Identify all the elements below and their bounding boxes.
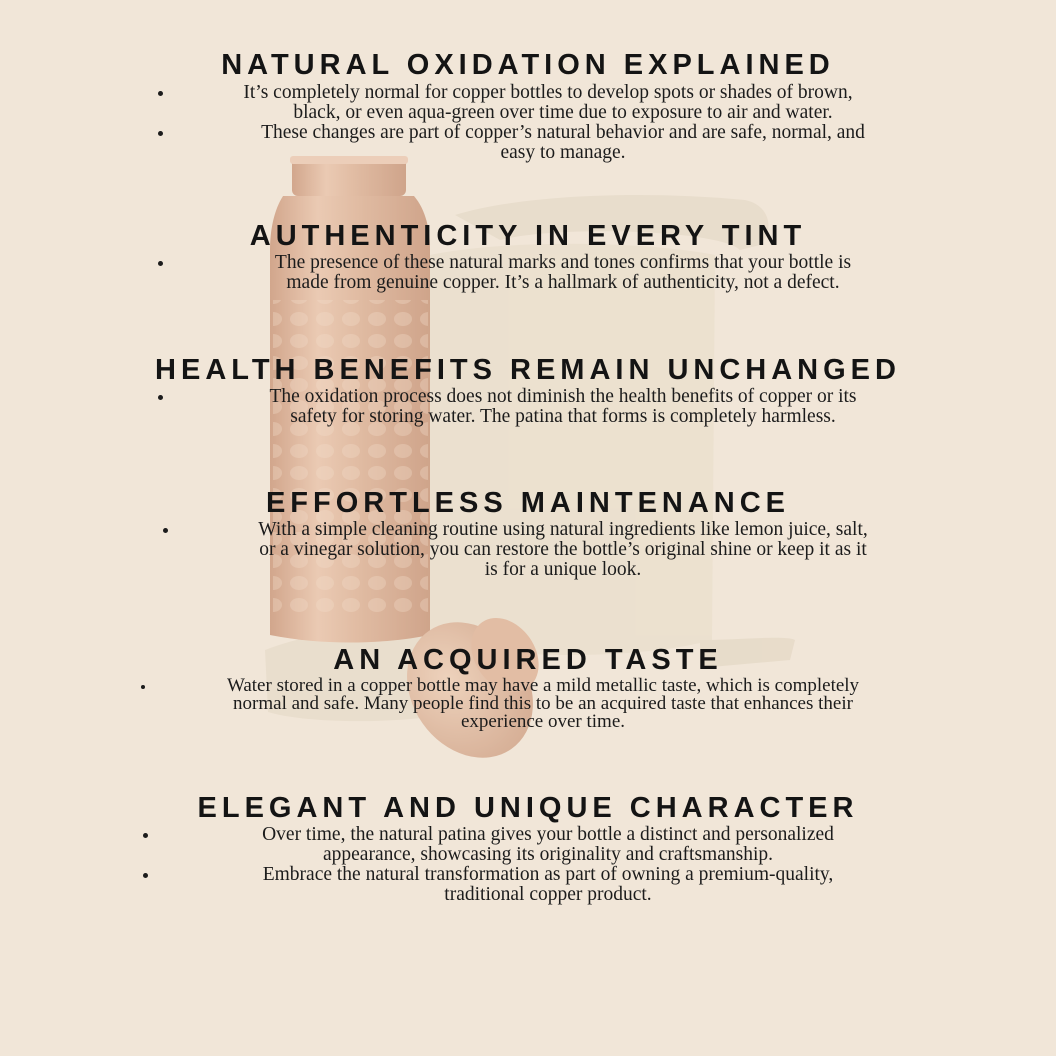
section-authenticity: [0, 221, 1056, 293]
bullet-item: [0, 865, 1056, 905]
bullet-line: appearance, showcasing its originality and craftsmanship.: [323, 844, 773, 865]
section-heading: EFFORTLESS MAINTENANCE: [265, 487, 791, 519]
bullet-line: or a vinegar solution, you can restore the bottle’s original shine or keep it as it: [259, 539, 867, 560]
bullet-list: [0, 520, 1056, 580]
bullet-line: is for a unique look.: [484, 559, 642, 580]
bullet-item: [0, 253, 1056, 293]
bullet-list: [0, 253, 1056, 293]
section-acquired-taste: [0, 645, 1056, 731]
section-heading: ELEGANT AND UNIQUE CHARACTER: [197, 792, 859, 824]
bullet-dot: [143, 833, 148, 838]
bullet-list: [0, 677, 1056, 731]
bullet-list: [0, 387, 1056, 427]
bullet-line: The oxidation process does not diminish the health benefits of copper or its: [269, 386, 857, 407]
bullet-line: easy to manage.: [500, 142, 626, 163]
bullet-line: Embrace the natural transformation as part of owning a premium-quality,: [262, 864, 834, 885]
bullet-dot: [143, 873, 148, 878]
section-heading: HEALTH BENEFITS REMAIN UNCHANGED: [155, 354, 901, 386]
section-natural-oxidation: [0, 50, 1056, 163]
bullet-line: normal and safe. Many people find this to be an acquired taste that enhances their: [233, 693, 853, 714]
bullet-line: traditional copper product.: [444, 884, 652, 905]
bullet-item: [0, 825, 1056, 865]
bullet-dot: [158, 261, 163, 266]
bullet-dot: [158, 395, 163, 400]
bullet-list: [0, 83, 1056, 163]
bullet-line: safety for storing water. The patina that forms is completely harmless.: [290, 406, 836, 427]
section-heading: AUTHENTICITY IN EVERY TINT: [249, 220, 807, 252]
bullet-line: made from genuine copper. It’s a hallmark of authenticity, not a defect.: [286, 272, 840, 293]
bullet-line: experience over time.: [460, 711, 626, 732]
bullet-line: black, or even aqua-green over time due to exposure to air and water.: [293, 102, 833, 123]
bullet-line: Water stored in a copper bottle may have a mild metallic taste, which is completely: [226, 675, 860, 696]
bullet-dot: [141, 685, 145, 689]
bullet-item: [0, 387, 1056, 427]
bullet-line: The presence of these natural marks and tones confirms that your bottle is: [274, 252, 852, 273]
section-health-benefits: [0, 355, 1056, 427]
bullet-line: Over time, the natural patina gives your bottle a distinct and personalized: [262, 824, 834, 845]
bullet-item: [0, 123, 1056, 163]
bullet-dot: [158, 131, 163, 136]
bullet-line: It’s completely normal for copper bottles to develop spots or shades of brown,: [243, 82, 853, 103]
bullet-dot: [163, 528, 168, 533]
bullet-dot: [158, 91, 163, 96]
bullet-list: [0, 825, 1056, 905]
section-elegant-character: [0, 793, 1056, 905]
section-heading: AN ACQUIRED TASTE: [333, 644, 723, 676]
bullet-item: [0, 83, 1056, 123]
bullet-line: With a simple cleaning routine using natural ingredients like lemon juice, salt,: [258, 519, 868, 540]
section-effortless-maintenance: [0, 488, 1056, 580]
section-heading: NATURAL OXIDATION EXPLAINED: [221, 49, 835, 81]
bullet-item: [0, 520, 1056, 580]
bullet-item: [0, 677, 1056, 731]
bullet-line: These changes are part of copper’s natural behavior and are safe, normal, and: [261, 122, 865, 143]
